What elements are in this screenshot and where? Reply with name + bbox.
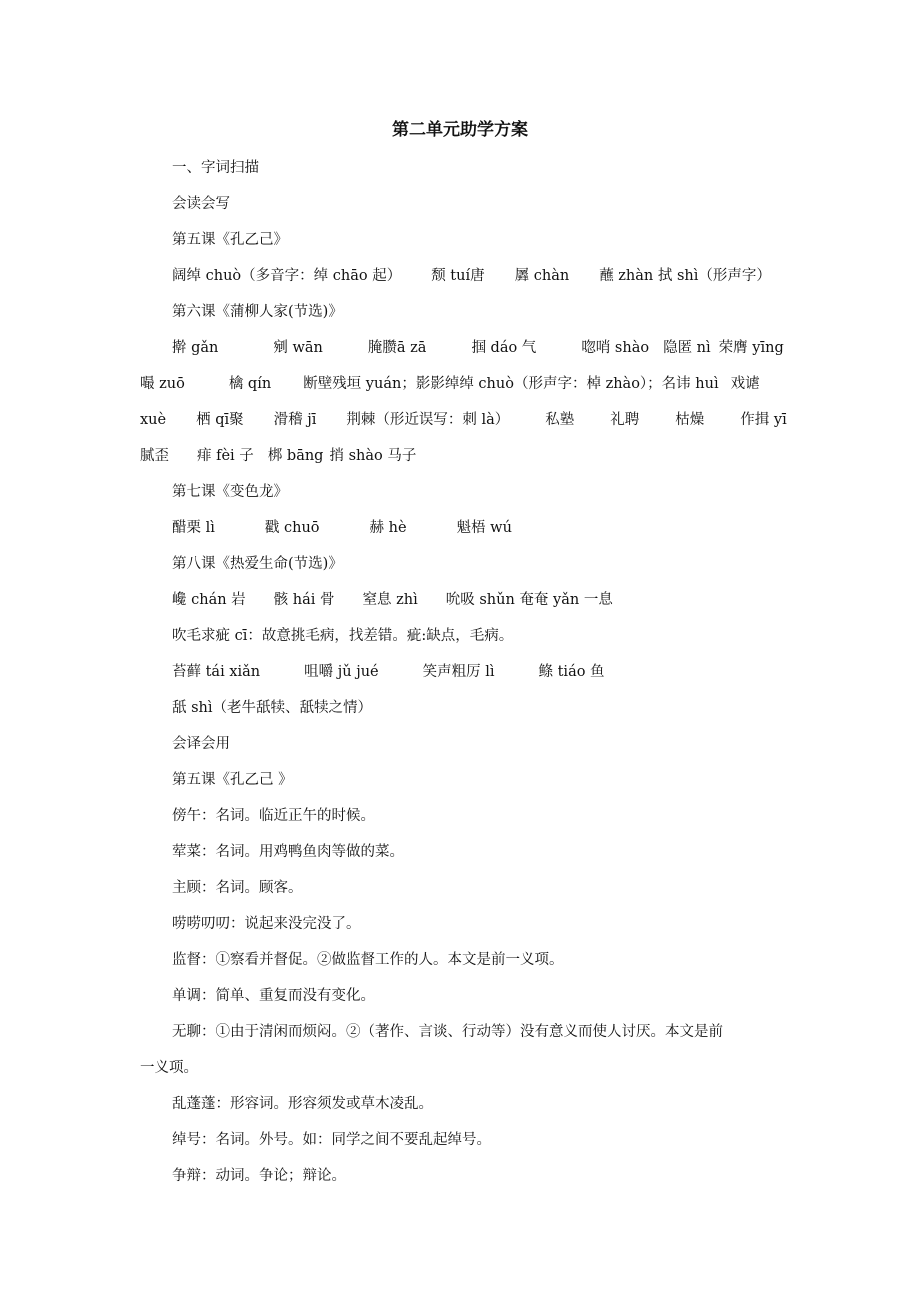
text-segment: 绰号：名词。外号。如：同学之间不要乱起绰号。 [172, 1132, 491, 1148]
text-segment: 第五课《孔乙己 》 [172, 772, 293, 788]
text-segment: 一义项。 [140, 1060, 198, 1076]
text-segment: 滑稽 jī [273, 412, 317, 428]
text-line [140, 906, 780, 942]
text-line [140, 726, 780, 762]
text-segment: 嘬 zuō [140, 376, 185, 392]
text-line [140, 1086, 780, 1122]
text-segment: 腌臜ā zā [367, 340, 427, 356]
text-line [140, 402, 787, 438]
text-line [140, 474, 780, 510]
text-segment: 痱 fèi 子 [197, 448, 254, 464]
text-line [140, 1122, 780, 1158]
text-segment: 隐匿 nì [663, 340, 711, 356]
text-segment: 捎 shào 马子 [329, 448, 417, 464]
text-segment: xuè [140, 412, 167, 428]
text-segment: 第六课《蒲柳人家(节选)》 [172, 304, 343, 320]
text-line [140, 618, 780, 654]
text-segment: 颓 tuí唐 [431, 268, 485, 284]
text-line [140, 834, 780, 870]
text-segment: 第七课《变色龙》 [172, 484, 288, 500]
text-segment: 断壁残垣 yuán；影影绰绰 chuò（形声字：棹 zhào）；名讳 huì [303, 376, 719, 392]
text-line [140, 438, 780, 474]
text-segment: 礼聘 [610, 412, 640, 428]
text-segment: 作揖 yī [740, 412, 787, 428]
text-segment: 羼 chàn [514, 268, 570, 284]
text-segment: 枯燥 [675, 412, 705, 428]
text-segment: 无聊：①由于清闲而烦闷。②（著作、言谈、行动等）没有意义而使人讨厌。本文是前 [172, 1024, 723, 1040]
text-segment: 栖 qī聚 [196, 412, 244, 428]
text-line [140, 762, 780, 798]
text-line [140, 186, 780, 222]
text-segment: 会读会写 [172, 196, 230, 212]
text-segment: 咀嚼 jǔ jué [304, 664, 379, 680]
text-line [140, 1014, 780, 1050]
text-segment: 会译会用 [172, 736, 230, 752]
text-segment: 监督：①察看并督促。②做监督工作的人。本文是前一义项。 [172, 952, 564, 968]
text-segment: 私塾 [545, 412, 575, 428]
text-segment: 檎 qín [228, 376, 272, 392]
text-segment: 戏谑 [730, 376, 760, 392]
text-line [140, 582, 780, 618]
document-body [140, 150, 787, 1194]
text-segment: 傍午：名词。临近正午的时候。 [172, 808, 375, 824]
text-segment: 窒息 zhì [362, 592, 418, 608]
text-segment: 魁梧 wú [456, 520, 512, 536]
text-segment: 荆棘（形近误写：刺 là） [346, 412, 510, 428]
text-line [140, 366, 780, 402]
text-segment: 戳 chuō [264, 520, 320, 536]
text-line [140, 942, 780, 978]
text-line [140, 1158, 780, 1194]
text-segment: 唠唠叨叨：说起来没完没了。 [172, 916, 361, 932]
text-segment: 荤菜：名词。用鸡鸭鱼肉等做的菜。 [172, 844, 404, 860]
text-segment: 腻歪 [140, 448, 169, 464]
text-line [140, 546, 780, 582]
text-line [140, 1050, 780, 1086]
text-segment: 第五课《孔乙己》 [172, 232, 288, 248]
text-line [140, 870, 780, 906]
text-segment: 掴 dáo 气 [471, 340, 537, 356]
text-segment: 荣膺 yīng [718, 340, 784, 356]
text-segment: 巉 chán 岩 [172, 592, 246, 608]
text-segment: 醋栗 lì [172, 520, 215, 536]
text-segment: 赫 hè [369, 520, 407, 536]
text-segment: 阔绰 chuò（多音字：绰 chāo 起） [172, 268, 402, 284]
document-title: 第二单元助学方案 [392, 120, 528, 140]
text-segment: 舐 shì（老牛舐犊、舐犊之情） [172, 700, 373, 716]
text-line [140, 690, 780, 726]
text-segment: 一、字词扫描 [172, 160, 259, 176]
text-line [140, 330, 784, 366]
text-line [140, 510, 780, 546]
text-segment: 单调：简单、重复而没有变化。 [172, 988, 375, 1004]
text-segment: 苔藓 tái xiǎn [172, 664, 261, 680]
text-segment: 吹毛求疵 cī：故意挑毛病，找差错。疵:缺点，毛病。 [172, 628, 514, 644]
text-segment: 剜 wān [273, 340, 323, 356]
text-segment: 乱蓬蓬：形容词。形容须发或草木凌乱。 [172, 1096, 433, 1112]
text-segment: 吮吸 shǔn 奄奄 yǎn 一息 [445, 592, 613, 608]
text-segment: 唿哨 shào [581, 340, 650, 356]
text-line [140, 294, 780, 330]
text-segment: 笑声粗厉 lì [422, 664, 495, 680]
text-line [140, 798, 780, 834]
text-segment: 梆 bāng [267, 448, 324, 464]
text-segment: 主顾：名词。顾客。 [172, 880, 303, 896]
text-line [140, 978, 780, 1014]
text-segment: 擀 gǎn [172, 340, 219, 356]
text-line [140, 222, 780, 258]
text-segment: 骸 hái 骨 [273, 592, 335, 608]
text-segment: 蘸 zhàn 拭 shì（形声字） [599, 268, 771, 284]
text-segment: 第八课《热爱生命(节选)》 [172, 556, 343, 572]
text-segment: 鲦 tiáo 鱼 [538, 664, 605, 680]
text-line [140, 150, 780, 186]
text-segment: 争辩：动词。争论；辩论。 [172, 1168, 346, 1184]
text-line [140, 654, 780, 690]
text-line [140, 258, 780, 294]
